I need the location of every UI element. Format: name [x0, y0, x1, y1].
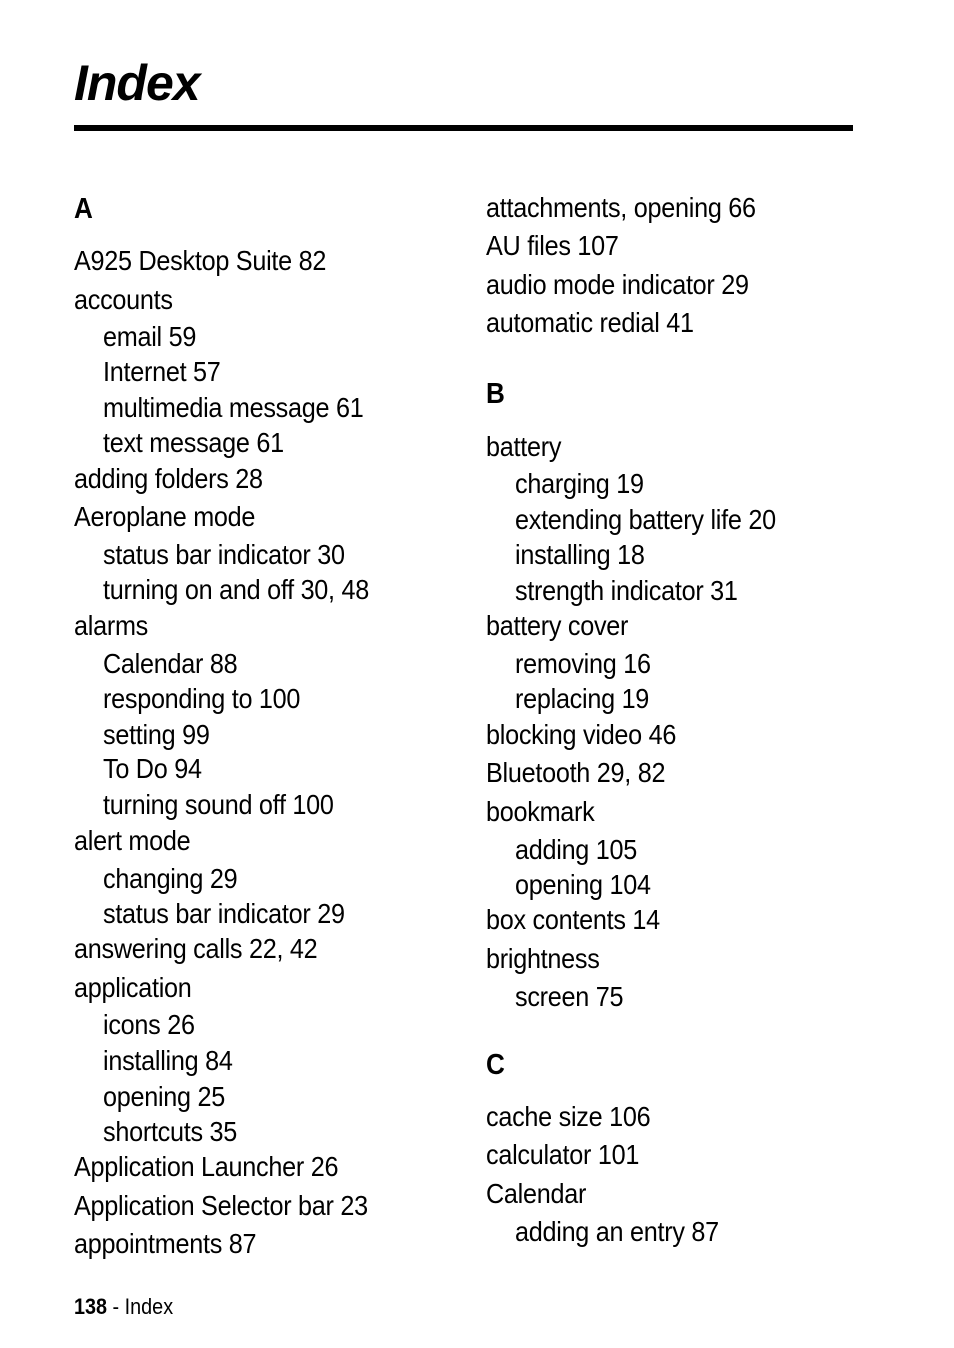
index-subentry: turning on and off 30, 48 — [103, 574, 370, 605]
index-subentry: turning sound off 100 — [103, 789, 334, 820]
index-subentry: removing 16 — [515, 648, 651, 679]
index-section-letter: B — [486, 378, 505, 410]
index-entry: accounts — [74, 284, 173, 315]
index-entry: alert mode — [74, 825, 191, 856]
index-entry: cache size 106 — [486, 1101, 651, 1132]
index-entry: alarms — [74, 610, 148, 641]
index-subentry: status bar indicator 30 — [103, 539, 345, 570]
index-entry: audio mode indicator 29 — [486, 269, 749, 300]
index-subentry: installing 84 — [103, 1045, 233, 1076]
index-subentry: changing 29 — [103, 863, 238, 894]
index-subentry: text message 61 — [103, 427, 284, 458]
page-title: Index — [74, 55, 200, 111]
index-subentry: extending battery life 20 — [515, 504, 776, 535]
page-number: 138 — [74, 1294, 108, 1319]
index-subentry: strength indicator 31 — [515, 575, 738, 606]
index-subentry: email 59 — [103, 321, 197, 352]
index-section-letter: C — [486, 1049, 505, 1081]
index-entry: automatic redial 41 — [486, 307, 694, 338]
index-subentry: adding 105 — [515, 834, 638, 865]
index-subentry: installing 18 — [515, 539, 645, 570]
index-entry: AU files 107 — [486, 230, 619, 261]
index-entry: Application Launcher 26 — [74, 1151, 339, 1182]
index-entry: brightness — [486, 943, 600, 974]
index-subentry: shortcuts 35 — [103, 1116, 238, 1147]
index-entry: calculator 101 — [486, 1139, 640, 1170]
index-entry: answering calls 22, 42 — [74, 933, 318, 964]
index-subentry: status bar indicator 29 — [103, 898, 345, 929]
index-subentry: charging 19 — [515, 468, 644, 499]
index-entry: A925 Desktop Suite 82 — [74, 245, 327, 276]
index-section-letter: A — [74, 193, 93, 225]
index-subentry: replacing 19 — [515, 683, 650, 714]
index-subentry: multimedia message 61 — [103, 392, 364, 423]
index-subentry: icons 26 — [103, 1009, 195, 1040]
footer-section: Index — [124, 1294, 174, 1319]
index-entry: battery cover — [486, 610, 629, 641]
index-entry: blocking video 46 — [486, 719, 677, 750]
index-entry: box contents 14 — [486, 904, 660, 935]
index-entry: application — [74, 972, 192, 1003]
index-entry: appointments 87 — [74, 1228, 257, 1259]
index-entry: Application Selector bar 23 — [74, 1190, 368, 1221]
index-subentry: To Do 94 — [103, 753, 202, 784]
index-subentry: opening 25 — [103, 1081, 226, 1112]
index-entry: battery — [486, 431, 562, 462]
index-entry: adding folders 28 — [74, 463, 263, 494]
index-entry: Bluetooth 29, 82 — [486, 757, 666, 788]
footer-separator: - — [107, 1294, 125, 1319]
index-subentry: setting 99 — [103, 719, 210, 750]
index-entry: bookmark — [486, 796, 595, 827]
index-entry: Calendar — [486, 1178, 587, 1209]
index-subentry: Calendar 88 — [103, 648, 238, 679]
index-entry: attachments, opening 66 — [486, 192, 756, 223]
index-subentry: opening 104 — [515, 869, 651, 900]
index-subentry: adding an entry 87 — [515, 1216, 719, 1247]
index-entry: Aeroplane mode — [74, 501, 256, 532]
title-divider — [74, 125, 853, 131]
page-footer — [74, 1294, 173, 1320]
index-subentry: screen 75 — [515, 981, 624, 1012]
index-subentry: responding to 100 — [103, 683, 301, 714]
index-subentry: Internet 57 — [103, 356, 221, 387]
